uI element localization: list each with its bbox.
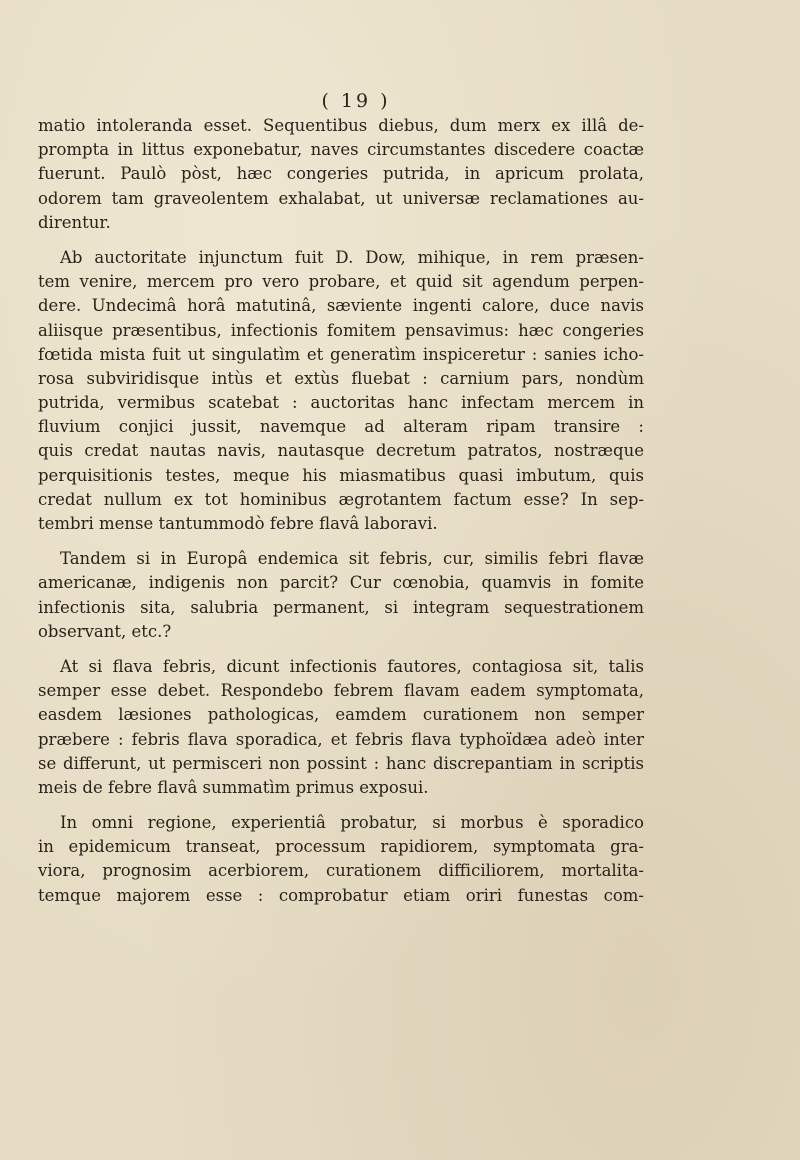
- text-line: fluvium conjici jussit, navemque ad alteram ripam transire :: [38, 417, 644, 437]
- text-line: quis credat nautas navis, nautasque decretum patratos, nostræque: [38, 441, 644, 461]
- text-line: prompta in littus exponebatur, naves circumstantes discedere coactæ: [38, 140, 644, 160]
- paragraph-5: [38, 811, 644, 908]
- text-line: rosa subviridisque intùs et extùs fluebat : carnium pars, nondùm: [38, 368, 644, 388]
- text-line: in epidemicum transeat, processum rapidiorem, symptomata gra-: [38, 837, 644, 857]
- text-line: easdem læsiones pathologicas, eamdem curationem non semper: [38, 705, 644, 725]
- text-line: dere. Undecimâ horâ matutinâ, sæviente ingenti calore, duce navis: [38, 296, 644, 316]
- text-line: aliisque præsentibus, infectionis fomitem pensavimus: hæc congeries: [38, 320, 644, 340]
- text-line: semper esse debet. Respondebo febrem flavam eadem symptomata,: [38, 681, 644, 701]
- page-number: ( 19 ): [321, 90, 391, 112]
- text-line: matio intoleranda esset. Sequentibus diebus, dum merx ex illâ de-: [38, 116, 644, 135]
- text-line: viora, prognosim acerbiorem, curationem difficiliorem, mortalita-: [38, 861, 644, 881]
- text-line: Tandem si in Europâ endemica sit febris, cur, similis febri flavæ: [60, 549, 644, 569]
- text-line: fuerunt. Paulò pòst, hæc congeries putrida, in apricum prolata,: [38, 164, 644, 184]
- paragraph-4: [38, 655, 644, 800]
- text-line: putrida, vermibus scatebat : auctoritas hanc infectam mercem in: [38, 393, 644, 413]
- text-line: infectionis sita, salubria permanent, si integram sequestrationem: [38, 597, 644, 617]
- text-line: perquisitionis testes, meque his miasmatibus quasi imbutum, quis: [38, 465, 644, 485]
- text-line: Ab auctoritate injunctum fuit D. Dow, mihique, in rem præsen-: [60, 247, 644, 267]
- text-line: temque majorem esse : comprobatur etiam oriri funestas com-: [38, 885, 644, 905]
- text-line: se differunt, ut permisceri non possint : hanc discrepantiam in scriptis: [38, 753, 644, 773]
- paragraph-1: [38, 114, 644, 235]
- text-line: tem venire, mercem pro vero probare, et quid sit agendum perpen-: [38, 272, 644, 292]
- text-line: direntur.: [38, 212, 111, 232]
- book-page: [38, 88, 644, 908]
- text-line: americanæ, indigenis non parcit? Cur cœnobia, quamvis in fomite: [38, 573, 644, 593]
- text-line: odorem tam graveolentem exhalabat, ut universæ reclamationes au-: [38, 188, 644, 208]
- text-line: In omni regione, experientiâ probatur, si morbus è sporadico: [60, 813, 644, 833]
- text-line: credat nullum ex tot hominibus ægrotantem factum esse? In sep-: [38, 489, 644, 509]
- text-line: At si flava febris, dicunt infectionis fautores, contagiosa sit, talis: [60, 656, 644, 676]
- text-line: fœtida mista fuit ut singulatìm et generatìm inspiceretur : sanies icho-: [38, 344, 644, 364]
- paragraph-3: [38, 547, 644, 644]
- paragraph-2: [38, 246, 644, 536]
- text-line: præbere : febris flava sporadica, et febris flava typhoïdæa adeò inter: [38, 729, 644, 749]
- text-line: tembri mense tantummodò febre flavâ laboravi.: [38, 514, 438, 533]
- text-line: meis de febre flavâ summatìm primus exposui.: [38, 777, 429, 797]
- text-line: observant, etc.?: [38, 621, 172, 641]
